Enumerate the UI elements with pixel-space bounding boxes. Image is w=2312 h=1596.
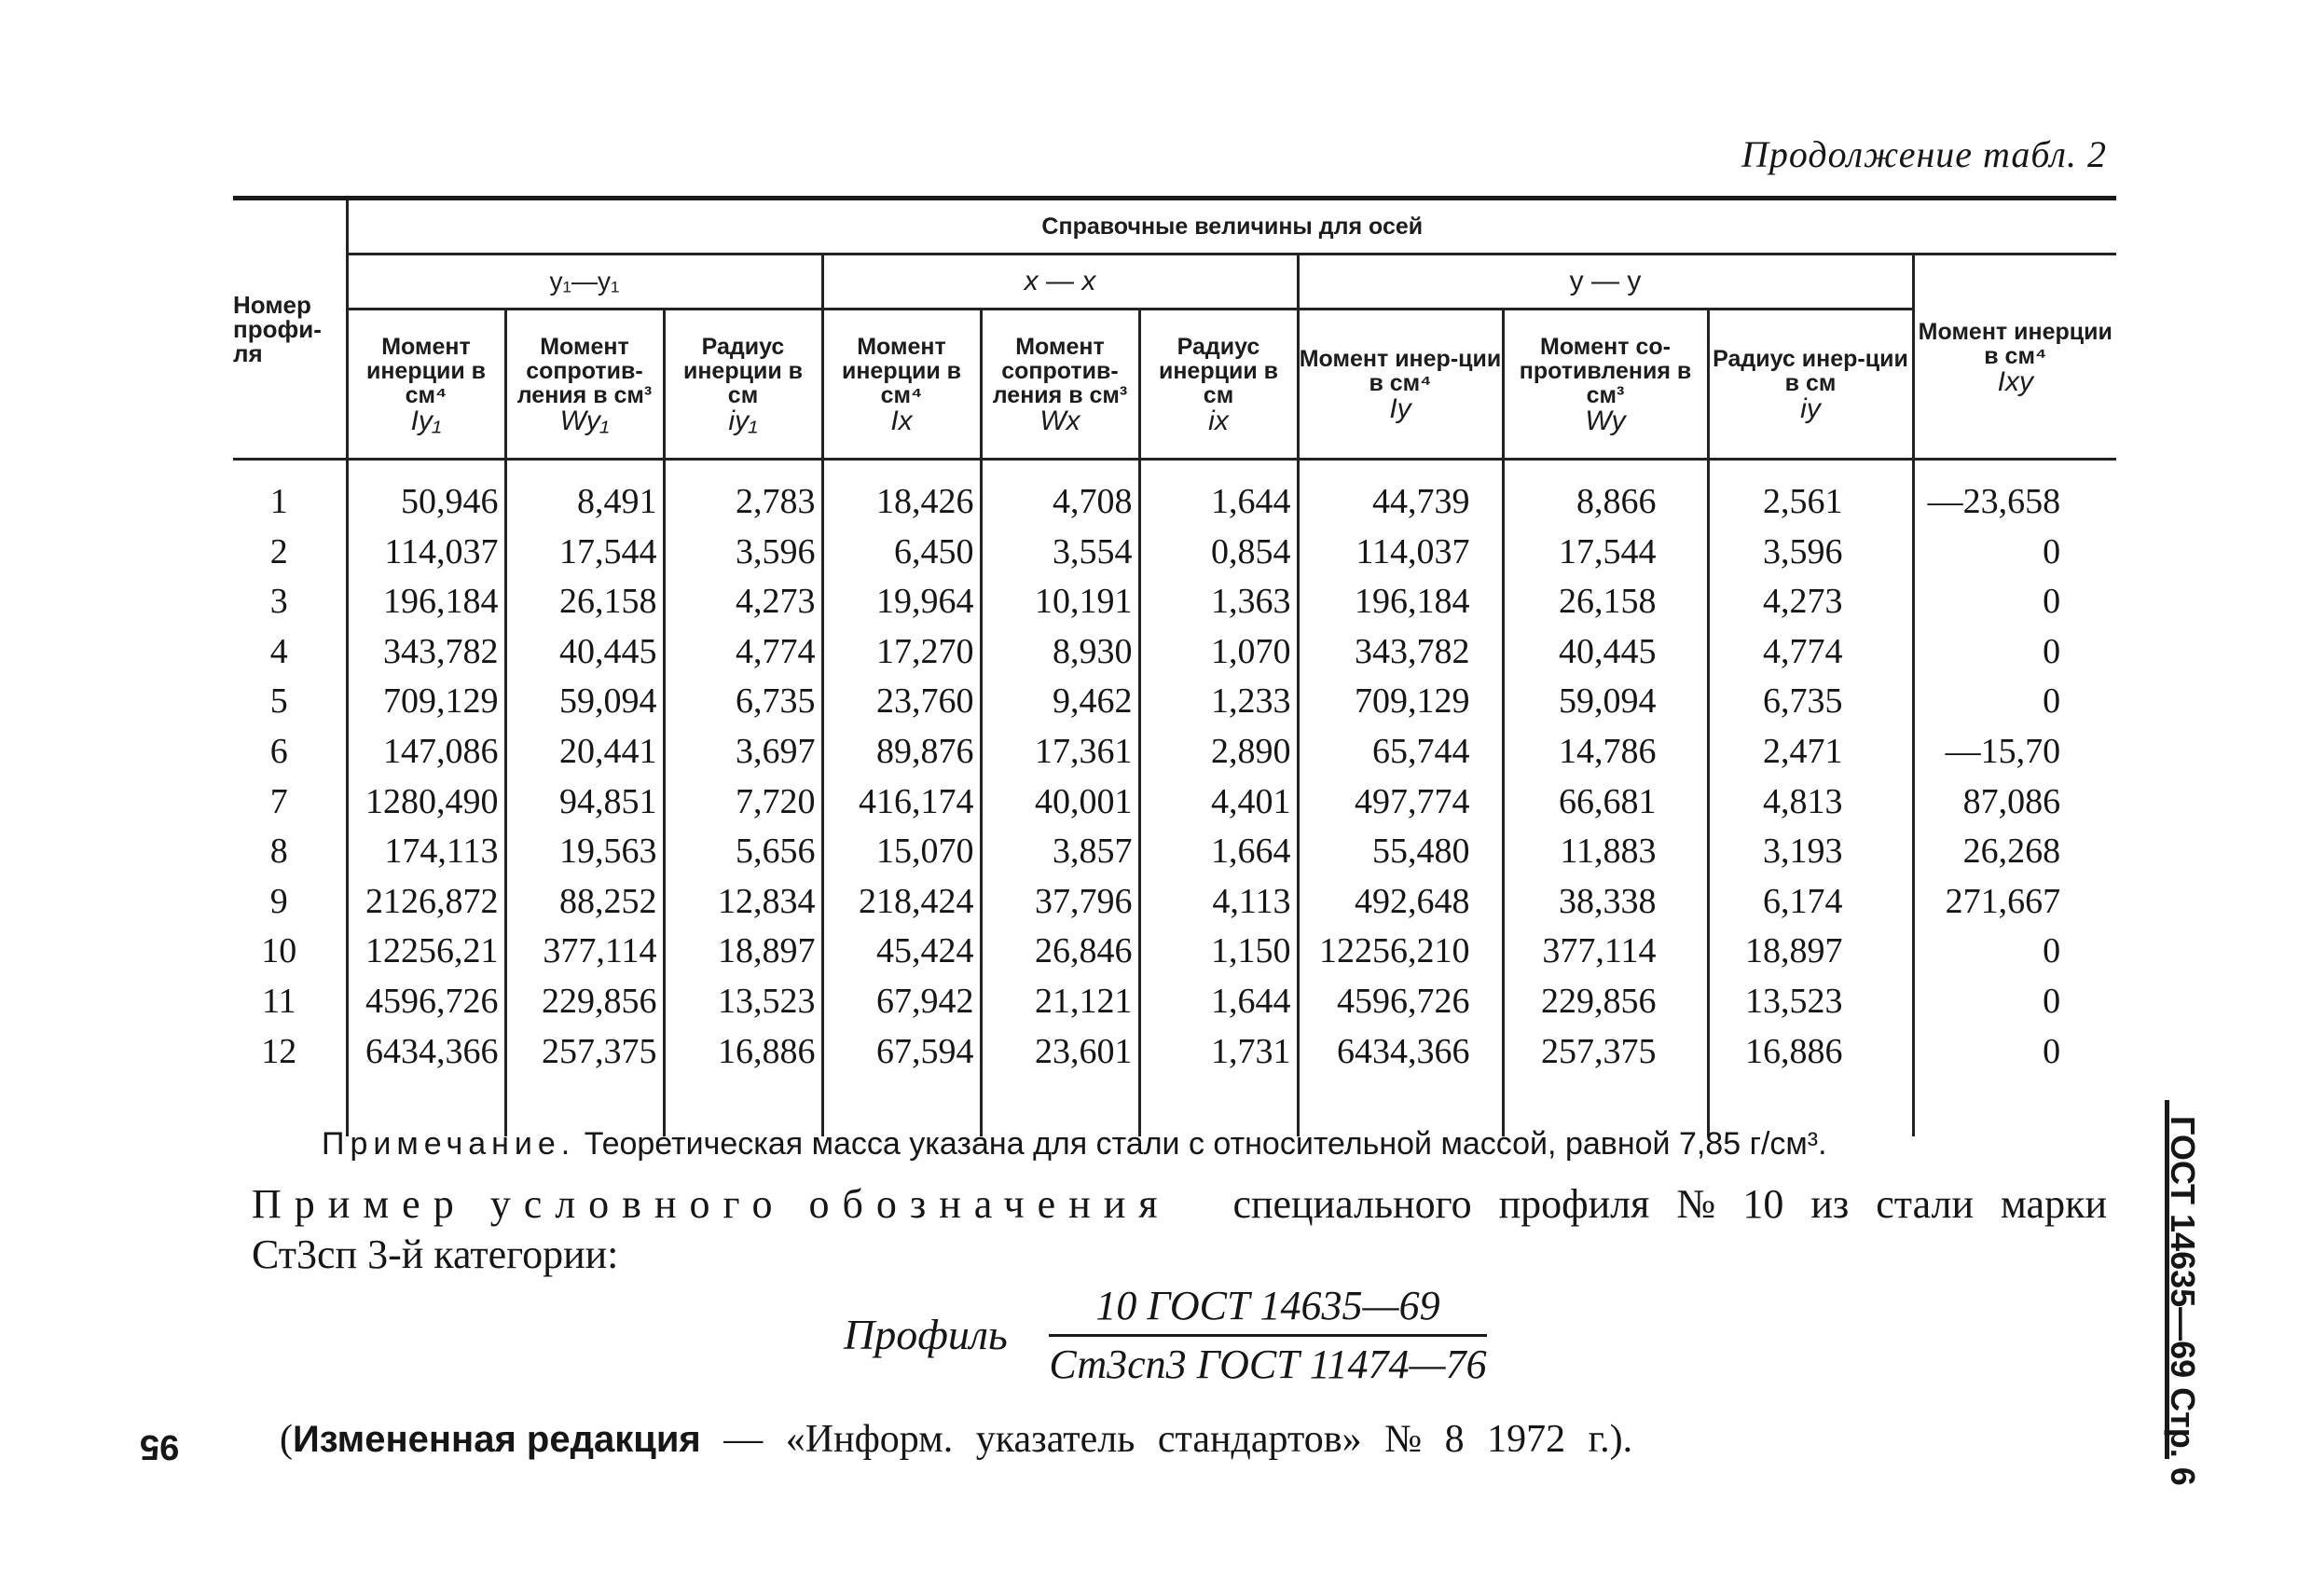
header-col-label: Момент сопротив-ления в см³ (516, 334, 653, 408)
value-cell: 2,890 (1139, 727, 1298, 777)
table-row (233, 727, 2116, 777)
header-axis-y: y — y (1298, 255, 1913, 310)
value-cell: 19,563 (505, 827, 664, 877)
note-text: Теоретическая масса указана для стали с относительной массой, равной 7,85 г/см³. (584, 1126, 1827, 1162)
value-cell: 492,648 (1298, 877, 1503, 928)
value-cell: 1,150 (1139, 927, 1298, 977)
value-cell: 40,445 (1503, 627, 1708, 678)
value-cell: 271,667 (1913, 877, 2116, 928)
value-cell: 4596,726 (1298, 977, 1503, 1027)
table-row (233, 577, 2116, 627)
value-cell: 8,866 (1503, 477, 1708, 528)
value-cell: 1,070 (1139, 627, 1298, 678)
header-col-symbol: Iy (1389, 393, 1411, 424)
table-row (233, 977, 2116, 1027)
profile-number-cell: 3 (269, 582, 288, 622)
value-cell: 44,739 (1298, 477, 1503, 528)
value-cell: 2,561 (1708, 477, 1913, 528)
value-cell: 6,735 (664, 677, 822, 727)
table-row (233, 477, 2116, 528)
header-col-label: Момент со-противления в см³ (1519, 334, 1692, 408)
value-cell: 2126,872 (347, 877, 505, 928)
formula-numerator: 10 ГОСТ 14635—69 (1095, 1283, 1440, 1328)
value-cell: 94,851 (505, 777, 664, 828)
value-cell: 20,441 (505, 727, 664, 777)
value-cell: 67,942 (822, 977, 981, 1027)
table-row (233, 877, 2116, 928)
value-cell: 3,596 (664, 528, 822, 578)
header-col-label: Радиус инерции в см (1158, 334, 1279, 408)
header-col-symbol: iy₁ (728, 406, 758, 436)
value-cell: 50,946 (347, 477, 505, 528)
formula-label: Профиль (844, 1311, 1008, 1358)
value-cell: 174,113 (347, 827, 505, 877)
value-cell: 12,834 (664, 877, 822, 928)
value-cell: 16,886 (1708, 1027, 1913, 1078)
header-col-symbol: Wy (1585, 406, 1626, 436)
header-col-1 (347, 310, 505, 460)
edition-bold: Измененная редакция (293, 1419, 701, 1460)
edition-rest: — «Информ. указатель стандартов» № 8 1972 г.). (700, 1418, 1633, 1461)
value-cell: 6,174 (1708, 877, 1913, 928)
profile-number-cell: 4 (269, 631, 288, 671)
value-cell: 59,094 (1503, 677, 1708, 727)
value-cell: 59,094 (505, 677, 664, 727)
value-cell: 0 (1913, 528, 2116, 578)
value-cell: 87,086 (1913, 777, 2116, 828)
value-cell: 7,720 (664, 777, 822, 828)
value-cell: 709,129 (1298, 677, 1503, 727)
header-reference-values: Справочные величины для осей (347, 199, 2116, 255)
header-col-symbol: iy (1800, 393, 1821, 424)
example-spaced-text: Пример условного обозначения (252, 1181, 1171, 1227)
value-cell: 229,856 (505, 977, 664, 1027)
value-cell: 3,697 (664, 727, 822, 777)
value-cell: 6,735 (1708, 677, 1913, 727)
value-cell: 10,191 (981, 577, 1139, 627)
value-cell: 18,897 (1708, 927, 1913, 977)
value-cell: —15,70 (1913, 727, 2116, 777)
header-col-8 (1503, 310, 1708, 460)
header-col-symbol: Ixy (1997, 365, 2033, 397)
value-cell: 88,252 (505, 877, 664, 928)
value-cell: 17,544 (505, 528, 664, 578)
header-col-label: Радиус инерции в см (682, 334, 804, 408)
value-cell: 13,523 (664, 977, 822, 1027)
value-cell: 343,782 (347, 627, 505, 678)
table-row (233, 827, 2116, 877)
profile-number-cell: 7 (269, 781, 288, 821)
value-cell: 114,037 (347, 528, 505, 578)
value-cell: 40,445 (505, 627, 664, 678)
value-cell: 3,193 (1708, 827, 1913, 877)
header-col-label: Момент инерции в см⁴ (841, 334, 962, 408)
value-cell: 16,886 (664, 1027, 822, 1078)
value-cell: 377,114 (505, 927, 664, 977)
profile-number-cell: 10 (261, 931, 297, 971)
table-body (233, 477, 2116, 1077)
value-cell: 497,774 (1298, 777, 1503, 828)
value-cell: 4,273 (664, 577, 822, 627)
value-cell: 67,594 (822, 1027, 981, 1078)
value-cell: 4,774 (1708, 627, 1913, 678)
value-cell: 9,462 (981, 677, 1139, 727)
value-cell: 23,601 (981, 1027, 1139, 1078)
value-cell: 3,857 (981, 827, 1139, 877)
value-cell: 26,846 (981, 927, 1139, 977)
value-cell: 1,233 (1139, 677, 1298, 727)
profile-number-cell: 1 (269, 482, 288, 521)
value-cell: 12256,21 (347, 927, 505, 977)
header-col-symbol: Ix (890, 406, 913, 436)
value-cell: 15,070 (822, 827, 981, 877)
header-col-symbol: Wy₁ (559, 406, 610, 436)
value-cell: 66,681 (1503, 777, 1708, 828)
value-cell: 6434,366 (1298, 1027, 1503, 1078)
value-cell: 0 (1913, 977, 2116, 1027)
value-cell: 11,883 (1503, 827, 1708, 877)
value-cell: 5,656 (664, 827, 822, 877)
header-profile-number: Номер профи-ля (233, 199, 347, 460)
value-cell: 6434,366 (347, 1027, 505, 1078)
header-col-7 (1298, 310, 1503, 460)
header-col-3 (664, 310, 822, 460)
value-cell: 377,114 (1503, 927, 1708, 977)
value-cell: 4,774 (664, 627, 822, 678)
value-cell: 18,426 (822, 477, 981, 528)
value-cell: 8,930 (981, 627, 1139, 678)
header-col-symbol: ix (1208, 406, 1229, 436)
table-row (233, 927, 2116, 977)
edition-note (280, 1417, 1632, 1462)
value-cell: 23,760 (822, 677, 981, 727)
header-axis-x: x — x (822, 255, 1298, 310)
value-cell: 1,664 (1139, 827, 1298, 877)
value-cell: 114,037 (1298, 528, 1503, 578)
header-axis-y1: y₁—y₁ (347, 255, 822, 310)
value-cell: 257,375 (1503, 1027, 1708, 1078)
value-cell: 2,783 (664, 477, 822, 528)
value-cell: 55,480 (1298, 827, 1503, 877)
value-cell: 38,338 (1503, 877, 1708, 928)
example-rest-text: специального профиля № 10 из стали марки (1232, 1181, 2107, 1227)
header-col-label: Момент сопротив-ления в см³ (992, 334, 1128, 408)
continuation-title: Продолжение табл. 2 (1741, 133, 2107, 175)
header-col-10 (1913, 255, 2116, 460)
value-cell: 0 (1913, 627, 2116, 678)
value-cell: 3,596 (1708, 528, 1913, 578)
value-cell: 0,854 (1139, 528, 1298, 578)
header-col-label: Момент инерции в см⁴ (1918, 318, 2112, 369)
table-row (233, 777, 2116, 828)
value-cell: 89,876 (822, 727, 981, 777)
value-cell: 40,001 (981, 777, 1139, 828)
profile-number-cell: 12 (261, 1031, 297, 1071)
value-cell: 0 (1913, 1027, 2116, 1078)
value-cell: 26,158 (505, 577, 664, 627)
value-cell: 26,268 (1913, 827, 2116, 877)
edition-open: ( (280, 1418, 293, 1461)
formula-fraction-bar (1049, 1334, 1487, 1337)
header-col-label: Радиус инер-ции в см (1713, 346, 1908, 396)
value-cell: 21,121 (981, 977, 1139, 1027)
profile-number-cell: 6 (269, 731, 288, 771)
note-label: Примечание. (322, 1126, 576, 1162)
value-cell: 147,086 (347, 727, 505, 777)
value-cell: 1,644 (1139, 477, 1298, 528)
value-cell: 218,424 (822, 877, 981, 928)
value-cell: 1,363 (1139, 577, 1298, 627)
value-cell: 14,786 (1503, 727, 1708, 777)
value-cell: 1,644 (1139, 977, 1298, 1027)
value-cell: 1,731 (1139, 1027, 1298, 1078)
standard-side-label: ГОСТ 14635—69 Стр. 6 (2164, 1116, 2202, 1486)
value-cell: 45,424 (822, 927, 981, 977)
value-cell: 0 (1913, 927, 2116, 977)
header-col-label: Момент инер-ции в см⁴ (1299, 346, 1502, 396)
table-row (233, 1027, 2116, 1078)
header-col-9 (1708, 310, 1913, 460)
header-col-5 (981, 310, 1139, 460)
value-cell: 19,964 (822, 577, 981, 627)
page-number: 95 (140, 1427, 180, 1466)
table-row (233, 627, 2116, 678)
value-cell: 416,174 (822, 777, 981, 828)
value-cell: 1280,490 (347, 777, 505, 828)
value-cell: 709,129 (347, 677, 505, 727)
profile-number-cell: 2 (269, 531, 288, 571)
value-cell: 8,491 (505, 477, 664, 528)
value-cell: 257,375 (505, 1027, 664, 1078)
reference-values-table (233, 196, 2116, 1136)
profile-number-cell: 8 (269, 832, 288, 872)
value-cell: 4596,726 (347, 977, 505, 1027)
value-cell: 4,113 (1139, 877, 1298, 928)
value-cell: 0 (1913, 677, 2116, 727)
value-cell: 17,361 (981, 727, 1139, 777)
header-col-2 (505, 310, 664, 460)
table-row (233, 528, 2116, 578)
value-cell: 229,856 (1503, 977, 1708, 1027)
value-cell: 343,782 (1298, 627, 1503, 678)
header-col-symbol: Wx (1039, 406, 1080, 436)
formula-denominator: Ст3сп3 ГОСТ 11474—76 (1049, 1341, 1487, 1387)
value-cell: 4,813 (1708, 777, 1913, 828)
example-line-1 (252, 1180, 2107, 1228)
value-cell: 13,523 (1708, 977, 1913, 1027)
example-line-2: Ст3сп 3-й категории: (252, 1231, 619, 1277)
value-cell: 37,796 (981, 877, 1139, 928)
header-col-4 (822, 310, 981, 460)
profile-number-cell: 9 (269, 881, 288, 921)
value-cell: 4,708 (981, 477, 1139, 528)
value-cell: —23,658 (1913, 477, 2116, 528)
value-cell: 196,184 (1298, 577, 1503, 627)
value-cell: 17,544 (1503, 528, 1708, 578)
value-cell: 65,744 (1298, 727, 1503, 777)
header-col-symbol: Iy₁ (410, 406, 442, 436)
value-cell: 196,184 (347, 577, 505, 627)
value-cell: 18,897 (664, 927, 822, 977)
profile-number-cell: 11 (261, 981, 296, 1021)
value-cell: 26,158 (1503, 577, 1708, 627)
value-cell: 0 (1913, 577, 2116, 627)
table-row (233, 677, 2116, 727)
value-cell: 17,270 (822, 627, 981, 678)
table-note (322, 1126, 2093, 1163)
header-col-6 (1139, 310, 1298, 460)
value-cell: 4,273 (1708, 577, 1913, 627)
profile-number-cell: 5 (269, 681, 288, 722)
value-cell: 3,554 (981, 528, 1139, 578)
value-cell: 4,401 (1139, 777, 1298, 828)
value-cell: 2,471 (1708, 727, 1913, 777)
header-col-label: Момент инерции в см⁴ (365, 334, 487, 408)
value-cell: 6,450 (822, 528, 981, 578)
value-cell: 12256,210 (1298, 927, 1503, 977)
